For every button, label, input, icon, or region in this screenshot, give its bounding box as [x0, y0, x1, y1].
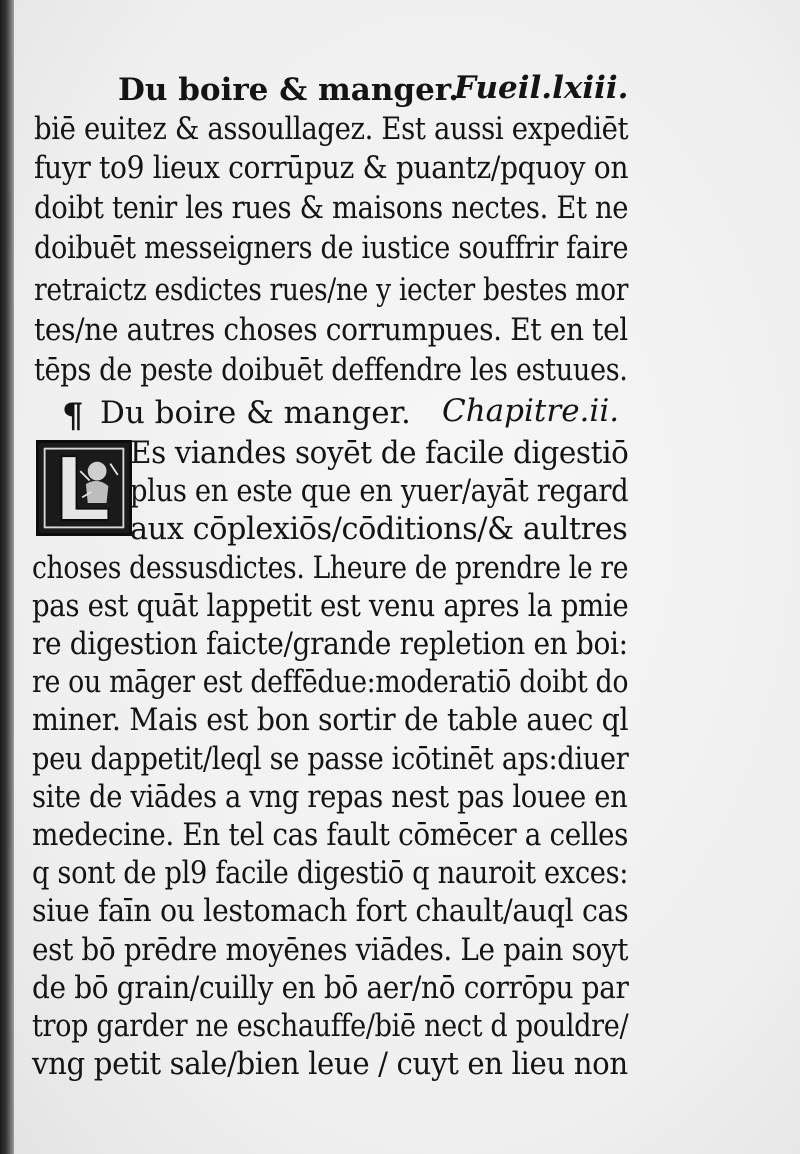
- text-line: est bō prēdre moyēnes viādes. Le pain soyt: [32, 932, 629, 968]
- text-line: doibt tenir les rues & maisons nectes. Et ne: [34, 190, 629, 226]
- text-line: pas est quāt lappetit est venu apres la pmie: [32, 588, 629, 624]
- text-line: vng petit sale/bien leue / cuyt en lieu non: [32, 1046, 628, 1082]
- text-line: de bō grain/cuilly en bō aer/nō corrōpu par: [32, 970, 629, 1006]
- text-line: tēps de peste doibuēt deffendre les estuues.: [34, 352, 628, 388]
- pilcrow-mark: ¶: [62, 396, 84, 436]
- running-head-title: Du boire & manger.: [118, 72, 460, 108]
- text-line: site de viādes a vng repas nest pas louee en: [32, 779, 628, 815]
- woodcut-initial-icon: [39, 443, 129, 533]
- text-line: re digestion faicte/grande repletion en boi:: [32, 626, 628, 662]
- text-line: peu dappetit/leql se passe icōtinēt aps:diuer: [32, 741, 629, 777]
- text-line: plus en este que en yuer/ayāt regard: [130, 473, 629, 509]
- text-line: doibuēt messeigners de iustice souffrir faire: [34, 230, 629, 266]
- text-line: aux cōplexiōs/cōditions/& aultres: [130, 511, 628, 547]
- text-line: fuyr to9 lieux corrūpuz & puantz/pquoy on: [34, 150, 629, 186]
- decorated-initial-l: [36, 440, 132, 536]
- text-line: Es viandes soyēt de facile digestiō: [130, 435, 629, 471]
- text-line: re ou māger est deffēdue:moderatiō doibt do: [32, 664, 629, 700]
- chapter-heading: Du boire & manger.: [100, 395, 411, 431]
- text-line: medecine. En tel cas fault cōmēcer a celles: [32, 817, 629, 853]
- text-line: q sont de pl9 facile digestiō q nauroit exces:: [32, 855, 629, 891]
- text-line: choses dessusdictes. Lheure de prendre le re: [32, 550, 629, 586]
- text-line: tes/ne autres choses corrumpues. Et en tel: [34, 312, 628, 348]
- text-line: retraictz esdictes rues/ne y iecter bestes mor: [34, 272, 629, 308]
- chapter-number: Chapitre.ii.: [442, 393, 620, 429]
- text-line: trop garder ne eschauffe/biē nect d pouldre/: [32, 1008, 629, 1044]
- folio-number: Fueil.lxiii.: [454, 70, 629, 106]
- text-line: siue faīn ou lestomach fort chault/auql cas: [32, 893, 629, 929]
- book-page: [14, 0, 800, 1154]
- text-line: miner. Mais est bon sortir de table auec ql: [32, 702, 629, 738]
- text-line: biē euitez & assoullagez. Est aussi expediēt: [34, 111, 629, 147]
